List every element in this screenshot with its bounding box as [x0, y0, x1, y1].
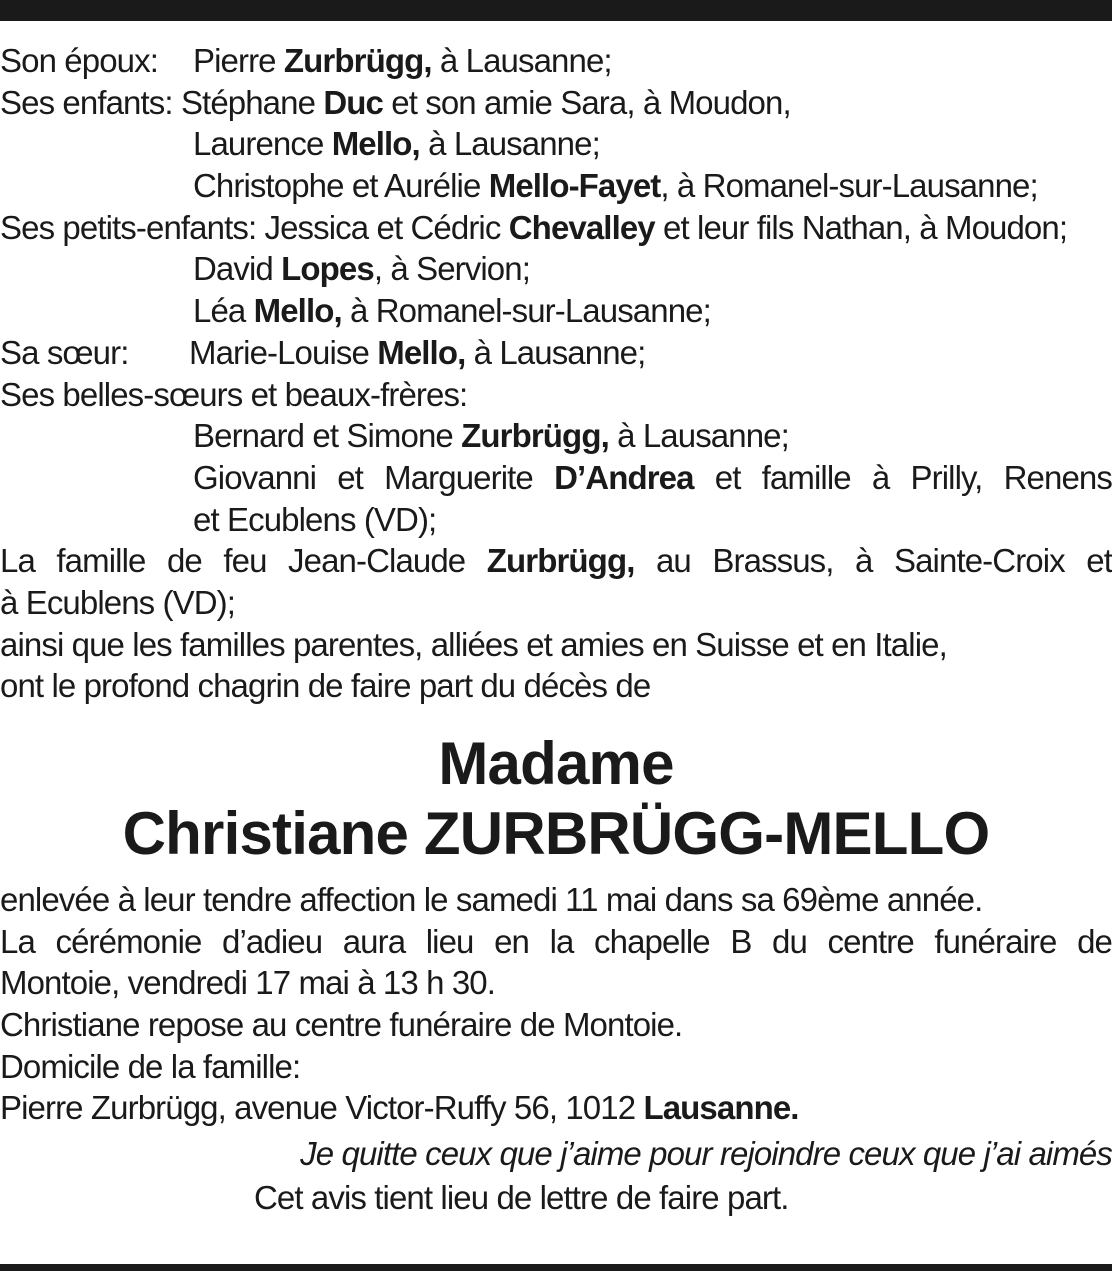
- ceremony-line-2: Montoie, vendredi 17 mai à 13 h 30.: [0, 964, 496, 1002]
- children-line-2: [0, 123, 1112, 165]
- address-city: Lausanne.: [643, 1089, 799, 1127]
- spouse-line: [0, 40, 1112, 82]
- grandchild-place: à Romanel-sur-Lausanne;: [350, 292, 711, 330]
- footnote: Cet avis tient lieu de lettre de faire part.: [254, 1178, 789, 1216]
- in-law-first-name: Giovanni et Marguerite: [193, 458, 533, 496]
- children-line-1: [0, 82, 1112, 124]
- in-law-surname: D’Andrea: [554, 458, 694, 496]
- domicile-label: Domicile de la famille:: [0, 1047, 301, 1085]
- late-family-line: [0, 540, 1112, 582]
- in-law-place: à Lausanne;: [617, 417, 789, 455]
- top-rule: [0, 0, 1112, 21]
- child-first-name: Stéphane: [180, 83, 316, 121]
- children-label: Ses enfants:: [0, 83, 173, 121]
- child-first-name: Laurence: [193, 125, 324, 163]
- spouse-first-name: Pierre: [193, 42, 276, 79]
- child-place: à Lausanne;: [428, 125, 600, 163]
- sister-place: à Lausanne;: [473, 333, 646, 371]
- deceased-honorific: Madame: [438, 730, 674, 797]
- child-surname: Duc: [323, 83, 383, 121]
- sister-label: Sa sœur:: [0, 333, 129, 371]
- grandchild-place: , à Servion;: [373, 250, 530, 288]
- spouse-surname: Zurbrügg,: [283, 42, 432, 79]
- sister-line: [0, 332, 1112, 374]
- grandchild-surname: Mello,: [253, 292, 342, 330]
- in-laws-line-2: [0, 457, 1112, 499]
- spouse-label: Son époux:: [0, 42, 158, 79]
- relatives-line: ainsi que les familles parentes, alliées et amies en Suisse et en Italie,: [0, 625, 947, 663]
- grandchildren-label: Ses petits-enfants:: [0, 208, 257, 246]
- grandchildren-line-1: [0, 207, 1112, 249]
- in-laws-line-1: [0, 415, 1112, 457]
- grandchild-first-name: David: [193, 250, 273, 288]
- late-family-before: La famille de feu Jean-Claude: [0, 542, 466, 580]
- bottom-rule: [0, 1264, 1112, 1271]
- late-family-surname: Zurbrügg,: [486, 542, 635, 580]
- death-line: enlevée à leur tendre affection le samedi 11 mai dans sa 69ème année.: [0, 881, 983, 918]
- grandchild-surname: Chevalley: [508, 208, 655, 246]
- in-law-surname: Zurbrügg,: [461, 417, 609, 455]
- grandchildren-line-2: [0, 248, 1112, 290]
- motto-quote: Je quitte ceux que j’aime pour rejoindre ceux que j’ai aimés: [300, 1135, 1112, 1173]
- in-law-first-name: Bernard et Simone: [193, 417, 453, 455]
- grandchild-surname: Lopes: [281, 250, 374, 288]
- address-line: [0, 1087, 1112, 1129]
- spouse-place: à Lausanne;: [439, 42, 612, 79]
- in-law-place: et famille à Prilly, Renens: [714, 458, 1112, 496]
- late-family-after: au Brassus, à Sainte-Croix et: [655, 542, 1112, 580]
- grandchild-first-name: Jessica et Cédric: [264, 208, 501, 246]
- child-surname: Mello-Fayet: [488, 167, 661, 205]
- sister-first-name: Marie-Louise: [189, 333, 369, 371]
- deceased-name: Christiane ZURBRÜGG-MELLO: [122, 800, 990, 867]
- grandchildren-line-3: [0, 290, 1112, 332]
- grandchild-place: et leur fils Nathan, à Moudon;: [663, 208, 1068, 246]
- in-laws-label: Ses belles-sœurs et beaux-frères:: [0, 375, 468, 413]
- sister-surname: Mello,: [377, 333, 466, 371]
- children-line-3: [0, 165, 1112, 207]
- child-place: et son amie Sara, à Moudon,: [391, 83, 791, 121]
- grandchild-first-name: Léa: [193, 292, 246, 330]
- announcement-line: ont le profond chagrin de faire part du décès de: [0, 667, 651, 705]
- ceremony-line-1: La cérémonie d’adieu aura lieu en la chapelle B du centre funéraire de: [0, 922, 1112, 960]
- late-family-continuation: à Ecublens (VD);: [0, 583, 236, 621]
- obituary-notice: [0, 40, 1112, 1219]
- child-surname: Mello,: [331, 125, 420, 163]
- repose-line: Christiane repose au centre funéraire de Montoie.: [0, 1006, 683, 1044]
- child-place: , à Romanel-sur-Lausanne;: [660, 167, 1038, 205]
- child-first-name: Christophe et Aurélie: [193, 167, 481, 205]
- address-text: Pierre Zurbrügg, avenue Victor-Ruffy 56, 1012: [0, 1089, 636, 1127]
- in-laws-continuation: et Ecublens (VD);: [193, 500, 437, 538]
